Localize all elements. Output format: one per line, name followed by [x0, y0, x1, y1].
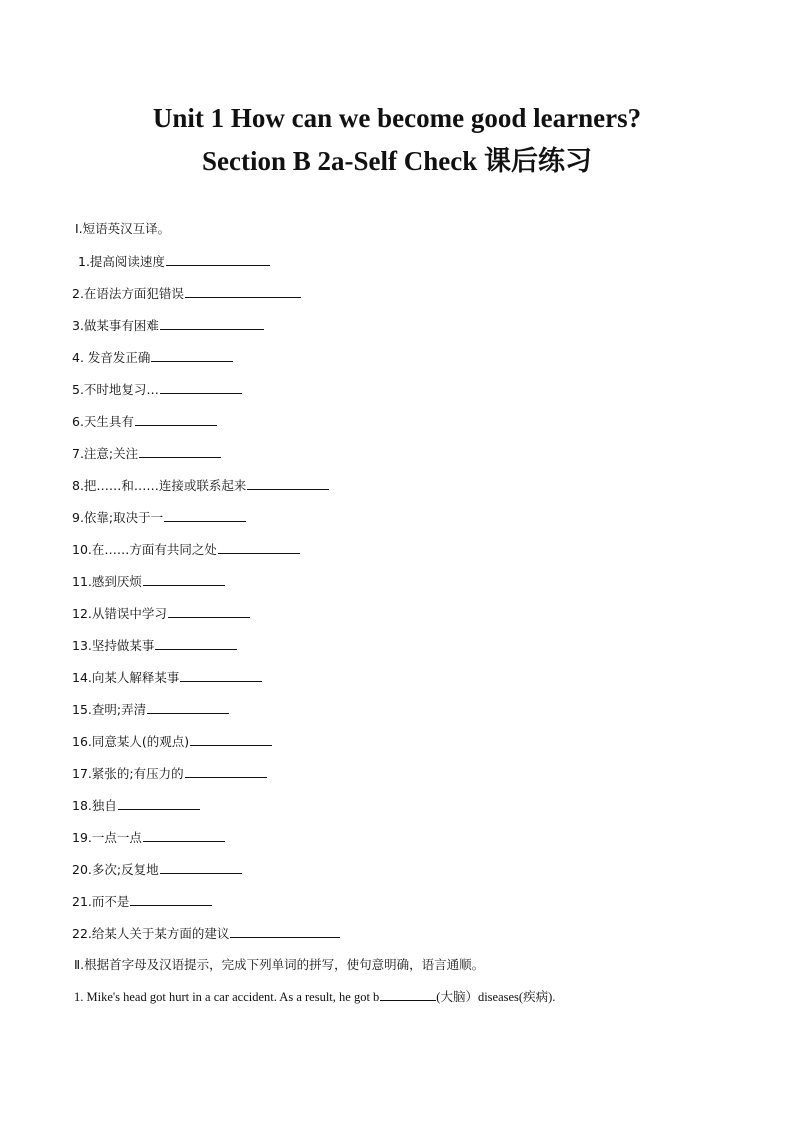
answer-blank[interactable]: [218, 541, 300, 554]
list-item-6: [72, 413, 217, 430]
answer-blank[interactable]: [130, 893, 212, 906]
answer-blank[interactable]: [155, 637, 237, 650]
answer-blank[interactable]: [143, 829, 225, 842]
item-text: 4. 发音发正确: [72, 350, 151, 365]
item-text: 3.做某事有困难: [72, 318, 159, 333]
answer-blank[interactable]: [168, 605, 250, 618]
page-title-line2: Section B 2a-Self Check 课后练习: [202, 146, 592, 176]
question-1-text-after: (大脑）diseases(疾病).: [436, 990, 556, 1004]
answer-blank[interactable]: [160, 381, 242, 394]
item-text: 21.而不是: [72, 894, 130, 909]
list-item-20: [72, 861, 242, 878]
list-item-18: [72, 797, 200, 814]
list-item-21: [72, 893, 212, 910]
page-title-line1: Unit 1 How can we become good learners?: [152, 103, 642, 133]
item-text: 15.查明;弄清: [72, 702, 147, 717]
list-item-15: [72, 701, 229, 718]
list-item-11: [72, 573, 225, 590]
item-text: 16.同意某人(的观点): [72, 734, 190, 749]
list-item-3: [72, 317, 264, 334]
answer-blank[interactable]: [380, 989, 436, 1001]
list-item-9: [72, 509, 246, 526]
answer-blank[interactable]: [230, 925, 340, 938]
answer-blank[interactable]: [118, 797, 200, 810]
list-item-17: [72, 765, 267, 782]
list-item-13: [72, 637, 237, 654]
item-text: 18.独自: [72, 798, 117, 813]
item-text: 6.天生具有: [72, 414, 134, 429]
answer-blank[interactable]: [160, 317, 264, 330]
answer-blank[interactable]: [151, 349, 233, 362]
answer-blank[interactable]: [160, 861, 242, 874]
item-text: 7.注意;关注: [72, 446, 139, 461]
item-text: 2.在语法方面犯错误: [72, 286, 184, 301]
section1-heading: Ⅰ.短语英汉互译。: [75, 221, 171, 236]
list-item-2: [72, 285, 301, 302]
answer-blank[interactable]: [166, 253, 270, 266]
item-text: 17.紧张的;有压力的: [72, 766, 184, 781]
item-text: 9.依靠;取决于一: [72, 510, 164, 525]
item-text: 11.感到厌烦: [72, 574, 142, 589]
item-text: 13.坚持做某事: [72, 638, 155, 653]
answer-blank[interactable]: [247, 477, 329, 490]
question-1: [74, 989, 555, 1005]
answer-blank[interactable]: [139, 445, 221, 458]
list-item-19: [72, 829, 225, 846]
list-item-5: [72, 381, 242, 398]
list-item-1: [78, 253, 270, 270]
list-item-7: [72, 445, 221, 462]
list-item-8: [72, 477, 329, 494]
item-text: 19.一点一点: [72, 830, 142, 845]
answer-blank[interactable]: [185, 285, 301, 298]
answer-blank[interactable]: [143, 573, 225, 586]
list-item-4: [72, 349, 233, 366]
item-text: 14.向某人解释某事: [72, 670, 180, 685]
list-item-10: [72, 541, 300, 558]
answer-blank[interactable]: [185, 765, 267, 778]
item-text: 5.不时地复习…: [72, 382, 159, 397]
item-text: 12.从错误中学习: [72, 606, 167, 621]
list-item-16: [72, 733, 272, 750]
answer-blank[interactable]: [180, 669, 262, 682]
question-1-text-before: 1. Mike's head got hurt in a car accident. As a result, he got b: [74, 990, 380, 1004]
item-text: 8.把……和……连接或联系起来: [72, 478, 247, 493]
item-text: 22.给某人关于某方面的建议: [72, 926, 230, 941]
list-item-12: [72, 605, 250, 622]
item-text: 20.多次;反复地: [72, 862, 159, 877]
answer-blank[interactable]: [190, 733, 272, 746]
answer-blank[interactable]: [135, 413, 217, 426]
item-text: 1.提高阅读速度: [78, 254, 165, 269]
answer-blank[interactable]: [147, 701, 229, 714]
list-item-22: [72, 925, 340, 942]
list-item-14: [72, 669, 262, 686]
item-text: 10.在……方面有共同之处: [72, 542, 217, 557]
answer-blank[interactable]: [164, 509, 246, 522]
section2-heading: Ⅱ.根据首字母及汉语提示，完成下列单词的拼写，使句意明确，语言通顺。: [74, 957, 485, 972]
